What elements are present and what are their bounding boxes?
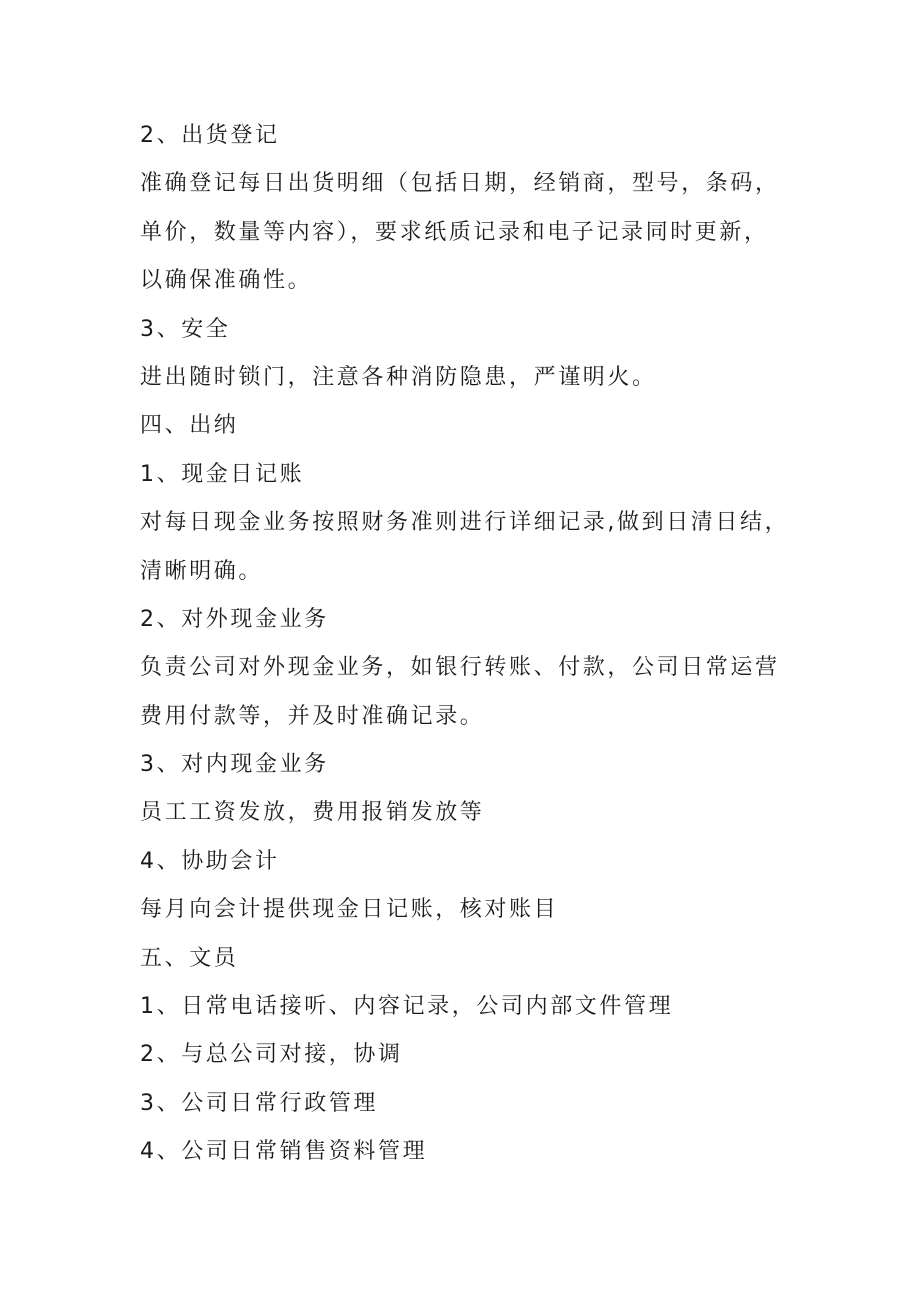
list-item: 4、公司日常销售资料管理	[140, 1139, 428, 1165]
document-body	[140, 112, 820, 1177]
paragraph-line: 对每日现金业务按照财务准则进行详细记录,做到日清日结，	[140, 510, 790, 536]
paragraph-line: 准确登记每日出货明细（包括日期，经销商，型号，条码，	[140, 171, 780, 197]
paragraph-line: 进出随时锁门，注意各种消防隐患，严谨明火。	[140, 364, 657, 390]
paragraph-line: 费用付款等，并及时准确记录。	[140, 703, 485, 729]
paragraph-line: 负责公司对外现金业务，如银行转账、付款，公司日常运营	[140, 655, 780, 681]
heading-safety: 3、安全	[140, 316, 231, 342]
paragraph-line: 每月向会计提供现金日记账，核对账目	[140, 897, 559, 923]
list-item: 1、日常电话接听、内容记录，公司内部文件管理	[140, 994, 674, 1020]
heading-external-cash: 2、对外现金业务	[140, 606, 329, 632]
paragraph-line: 清晰明确。	[140, 558, 264, 584]
heading-shipment-registration: 2、出货登记	[140, 123, 280, 148]
heading-assist-accounting: 4、协助会计	[140, 848, 280, 874]
heading-cash-journal: 1、现金日记账	[140, 461, 305, 487]
section-heading-clerk: 五、文员	[140, 945, 239, 971]
paragraph-line: 员工工资发放，费用报销发放等	[140, 800, 485, 826]
list-item: 3、公司日常行政管理	[140, 1090, 378, 1116]
paragraph-line: 单价，数量等内容），要求纸质记录和电子记录同时更新，	[140, 219, 769, 245]
heading-internal-cash: 3、对内现金业务	[140, 752, 329, 778]
section-heading-cashier: 四、出纳	[140, 413, 239, 439]
paragraph-line: 以确保准确性。	[140, 268, 313, 294]
list-item: 2、与总公司对接，协调	[140, 1042, 403, 1068]
